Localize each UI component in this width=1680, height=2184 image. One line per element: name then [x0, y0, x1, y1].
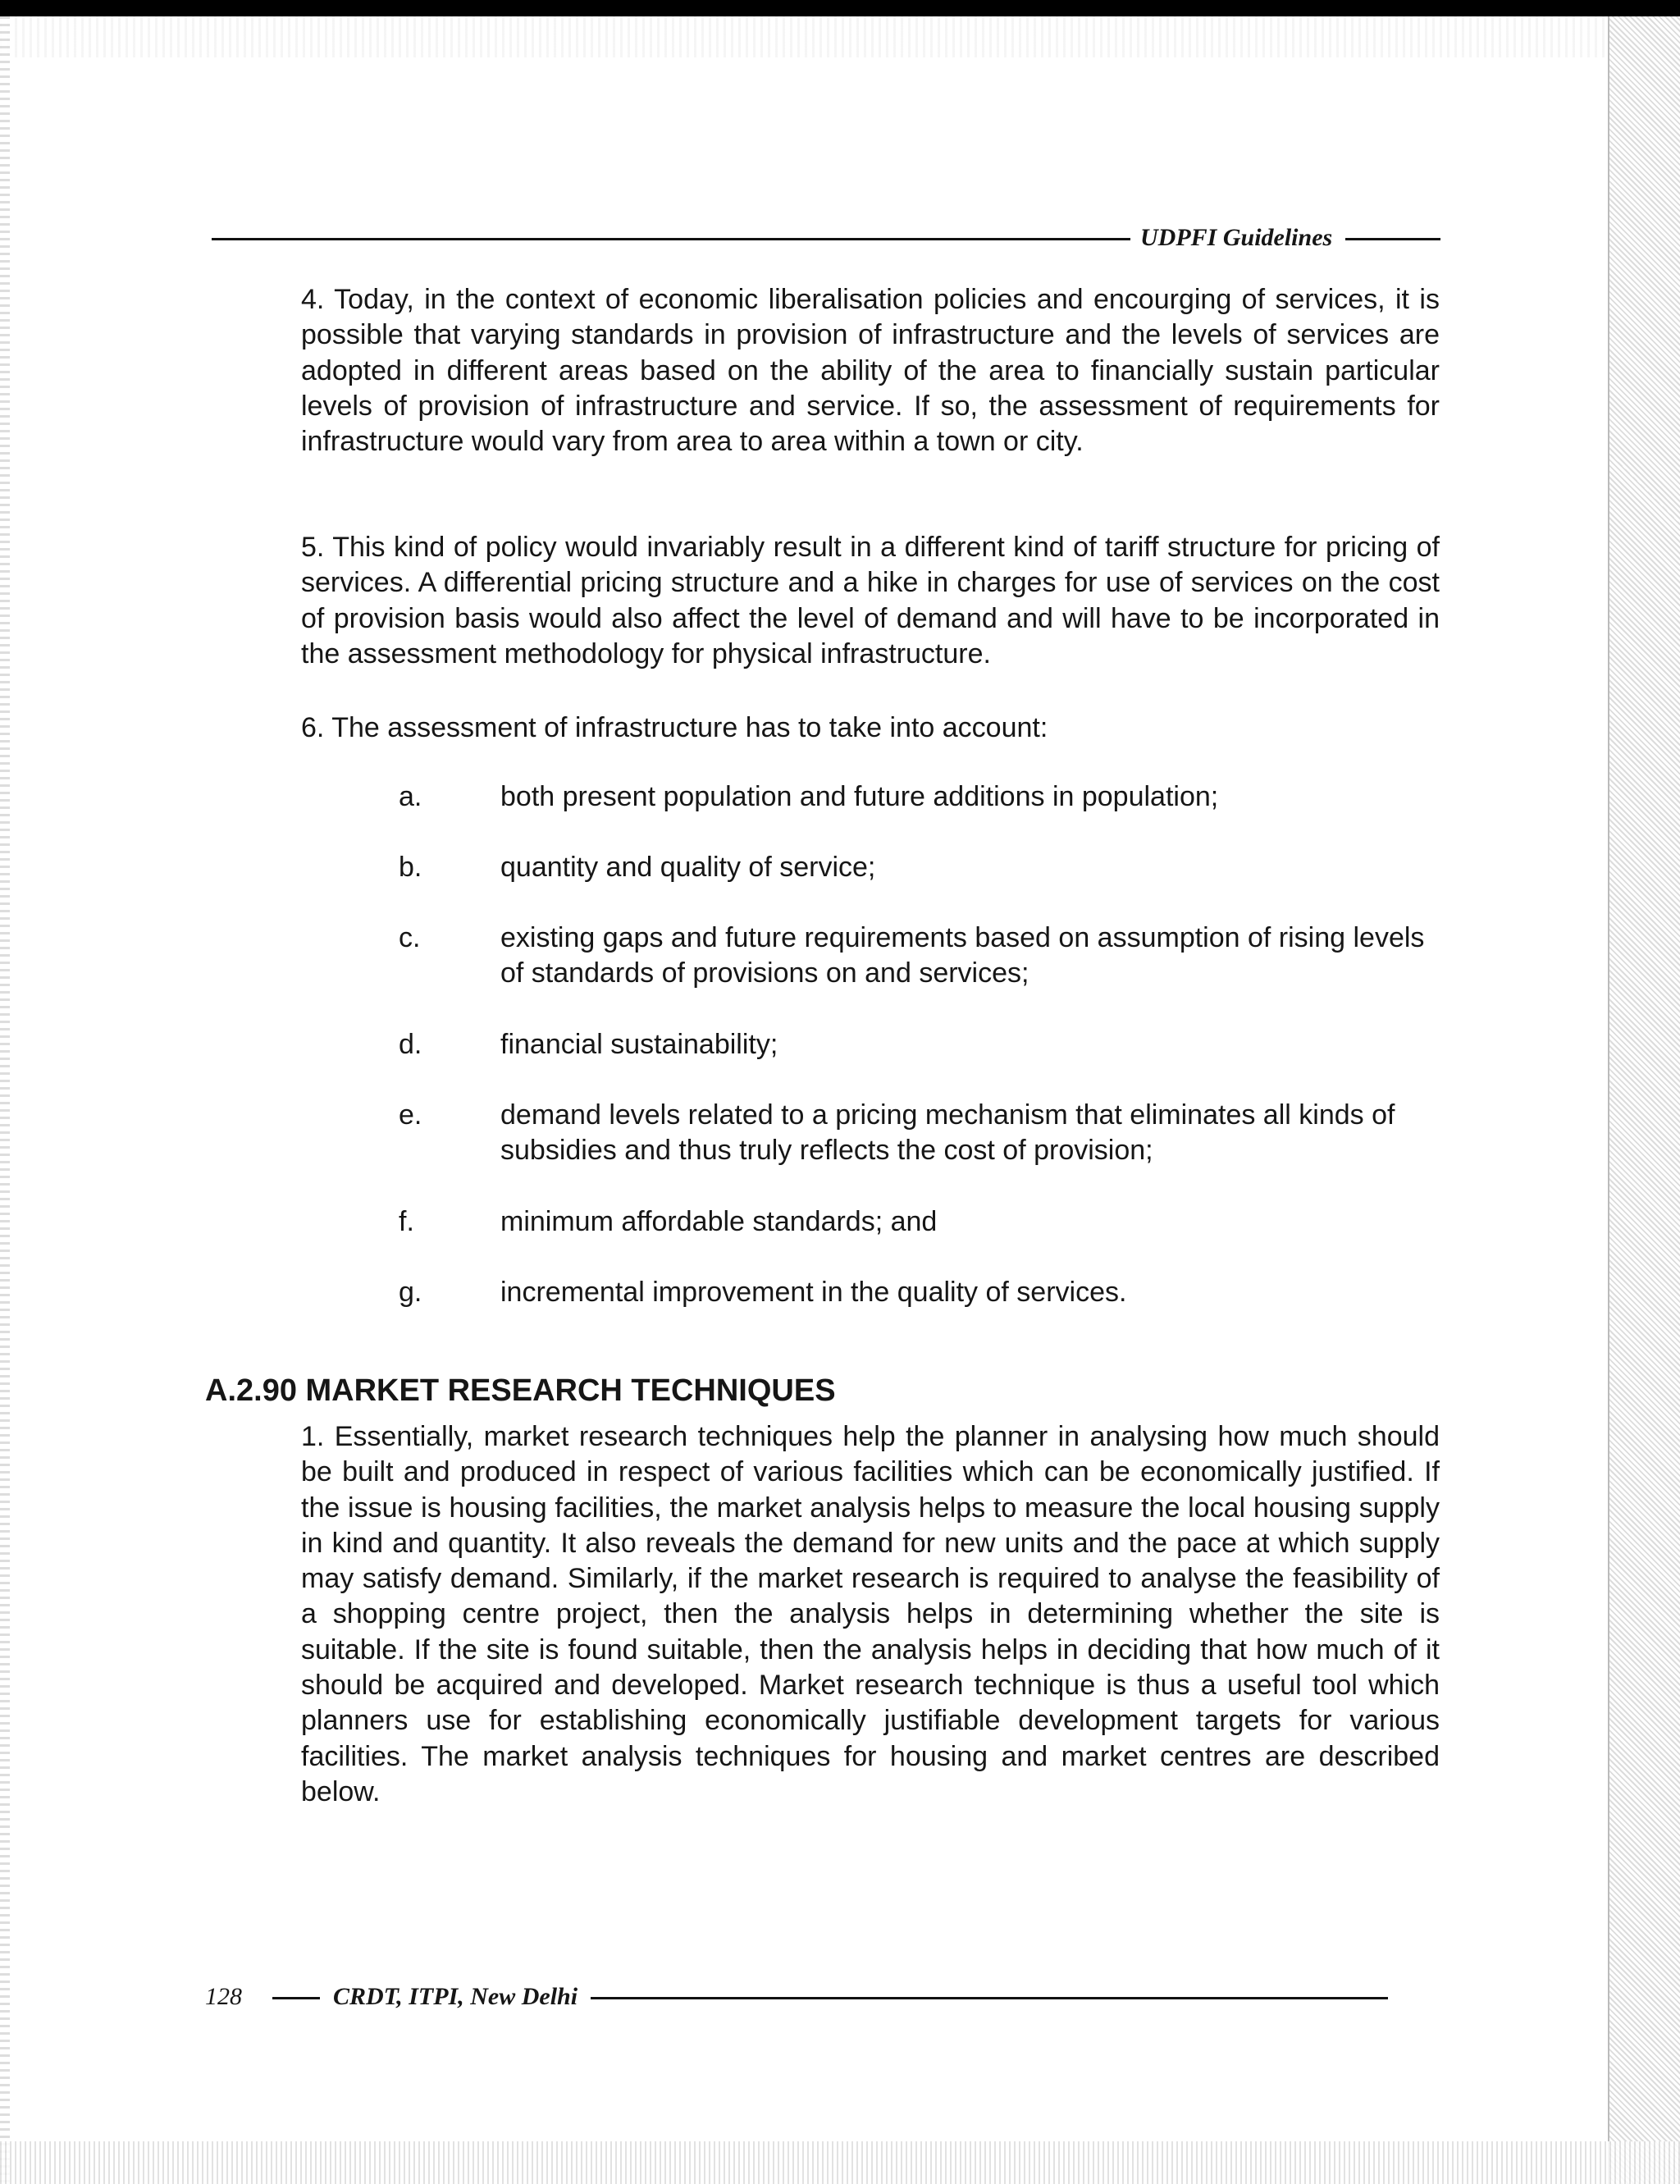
- list-item-letter: c.: [399, 922, 421, 953]
- paragraph-6: 6. The assessment of infrastructure has to take into account:: [301, 712, 1048, 743]
- market-research-paragraph: 1. Essentially, market research techniques help the planner in analysing how much should be built and produced in respect of various facilities which can be economically justified. If the issue is housing facilities, the market analysis helps to measure the local housing supply in kind and quantity. It also reveals the demand for new units and the pace at which supply may satisfy demand. Similarly, if the market research is required to analyse the feasibility of a shopping centre project, then the analysis helps in determining whether the site is suitable. If the site is found suitable, then the analysis helps in deciding that how much of it should be acquired and developed. Market research technique is thus a useful tool which planners use for establishing economically justifiable development targets for various facilities. The market analysis techniques for housing and market centres are described below.: [301, 1421, 1440, 1807]
- header-rule: [212, 238, 1130, 240]
- header-rule-tail: [1345, 238, 1440, 240]
- scan-border-right: [1609, 16, 1680, 2184]
- list-item-text: demand levels related to a pricing mechanism that eliminates all kinds of subsidies and thus truly reflects the cost of provision;: [500, 1099, 1395, 1166]
- list-item-text: minimum affordable standards; and: [500, 1206, 938, 1237]
- list-item-letter: a.: [399, 781, 422, 812]
- running-footer: [205, 1982, 1388, 2012]
- list-item-letter: g.: [399, 1277, 422, 1308]
- list-item-text: incremental improvement in the quality of services.: [500, 1277, 1127, 1308]
- list-item-text: both present population and future additions in population;: [500, 781, 1219, 812]
- list-item-letter: e.: [399, 1099, 422, 1131]
- list-item-text: existing gaps and future requirements based on assumption of rising levels of standards of provisions on and services;: [500, 922, 1425, 989]
- scan-border-left: [0, 16, 10, 2184]
- section-heading: A.2.90 MARKET RESEARCH TECHNIQUES: [205, 1373, 836, 1408]
- list-item-text: quantity and quality of service;: [500, 852, 876, 883]
- list-item-text: financial sustainability;: [500, 1029, 778, 1060]
- paragraph-4: 4. Today, in the context of economic liberalisation policies and encourging of services, it is possible that varying standards in provision of infrastructure and the levels of services are adopted in different areas based on the ability of the area to financially sustain particular levels of provision of infrastructure and service. If so, the assessment of requirements for infrastructure would vary from area to area within a town or city.: [301, 284, 1440, 458]
- scan-border-top: [0, 0, 1680, 16]
- page-number: 128: [205, 1983, 242, 2010]
- scan-noise-top: [0, 16, 1680, 57]
- paragraph-5: 5. This kind of policy would invariably result in a different kind of tariff structure for pricing of services. A differential pricing structure and a hike in charges for use of services on the cost of provision basis would also affect the level of demand and will have to be incorporated in the assessment methodology for physical infrastructure.: [301, 532, 1440, 669]
- list-item-letter: f.: [399, 1206, 414, 1237]
- list-item-letter: b.: [399, 852, 422, 883]
- footer-organization: CRDT, ITPI, New Delhi: [333, 1983, 578, 2010]
- footer-dash: [272, 1997, 320, 1999]
- running-header: [212, 223, 1440, 253]
- list-item-letter: d.: [399, 1029, 422, 1060]
- scan-border-bottom: [0, 2141, 1680, 2184]
- header-title: UDPFI Guidelines: [1140, 224, 1333, 251]
- footer-rule: [591, 1997, 1388, 1999]
